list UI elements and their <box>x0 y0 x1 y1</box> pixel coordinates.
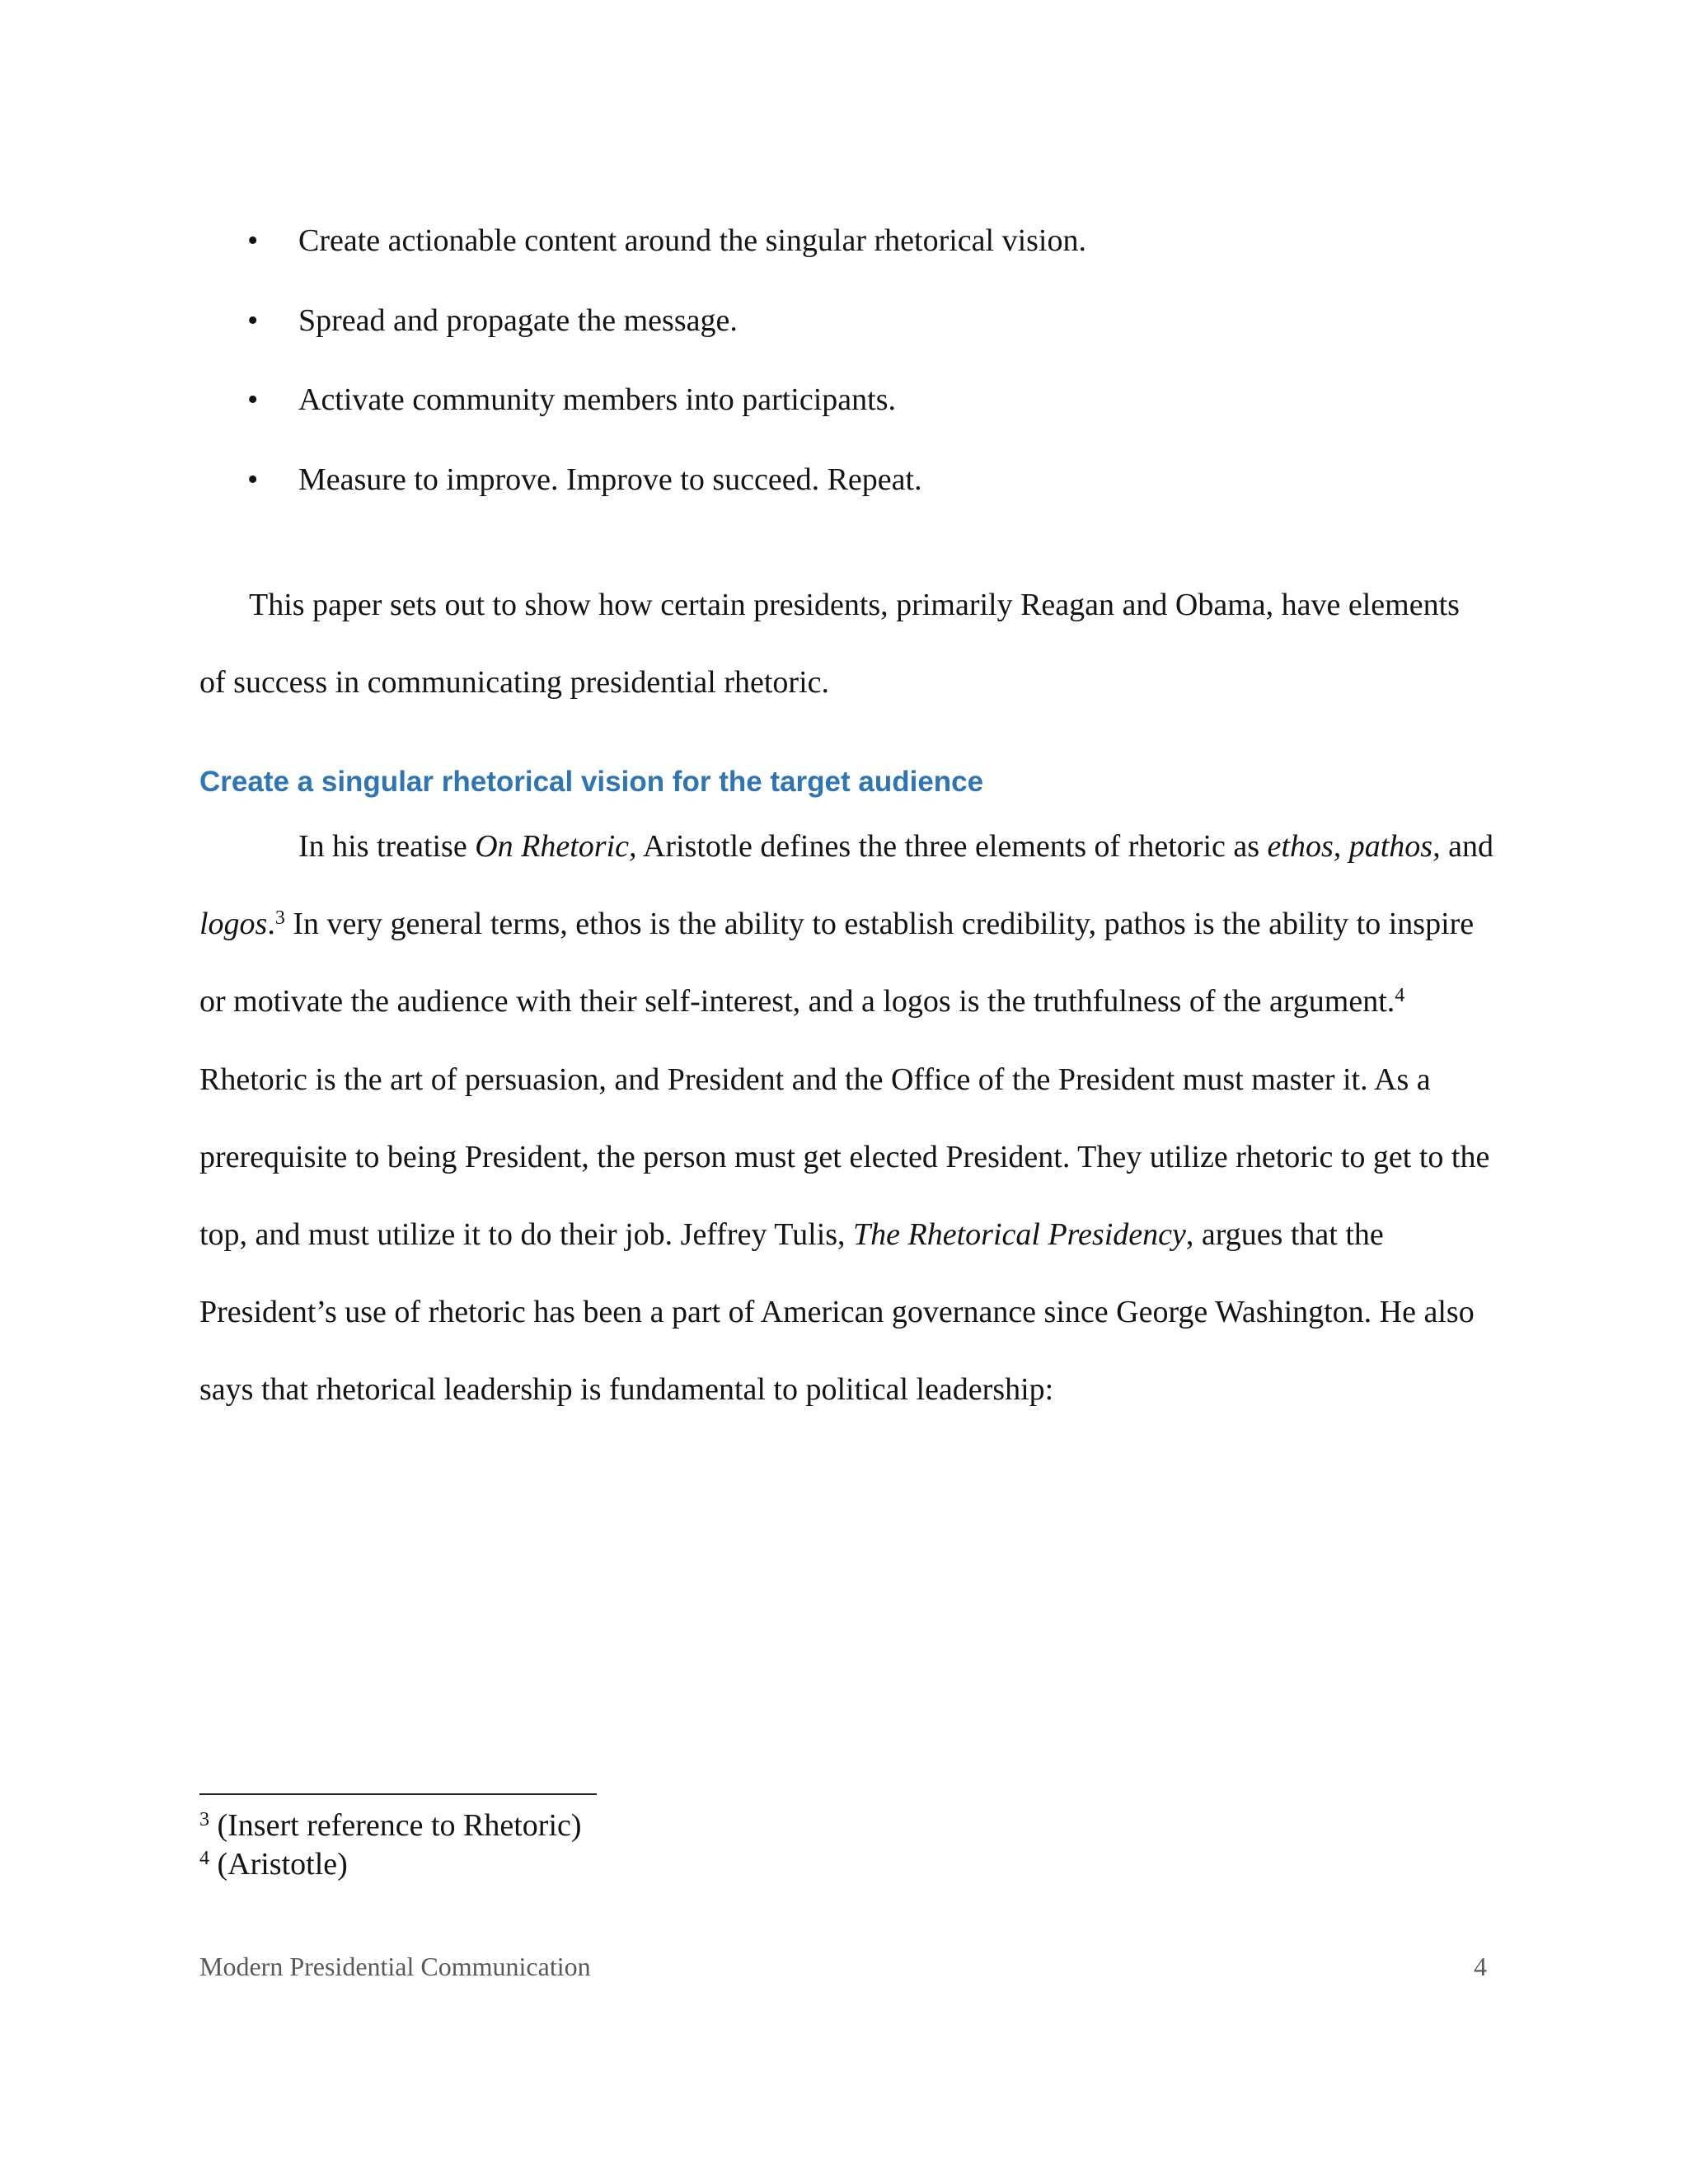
footnote-item <box>199 1845 1493 1884</box>
bullet-icon: • <box>247 462 259 497</box>
footnote-text: (Aristotle) <box>209 1847 348 1882</box>
bullet-icon: • <box>247 382 259 417</box>
bullet-item <box>0 296 1688 376</box>
body-text: In very general terms, ethos is the ability to establish credibility, pathos is the ability to inspire or motivate the audience with their self-interest, and a logos is the truthfulness of the argument. <box>199 907 1475 1019</box>
footnotes <box>199 1807 1493 1884</box>
bullet-icon: • <box>247 302 259 338</box>
footer-title: Modern Presidential Communication <box>199 1952 591 1981</box>
bullet-list <box>0 216 1688 534</box>
page-number: 4 <box>1474 1952 1487 1981</box>
term-pathos: pathos, <box>1348 829 1441 864</box>
book-title-on-rhetoric: On Rhetoric, <box>475 829 637 864</box>
bullet-text: Measure to improve. Improve to succeed. Repeat. <box>298 462 922 497</box>
bullet-icon: • <box>247 223 259 258</box>
footnote-item <box>199 1807 1493 1845</box>
bullet-text: Spread and propagate the message. <box>298 302 738 338</box>
term-ethos: ethos, <box>1267 829 1342 864</box>
intro-paragraph: This paper sets out to show how certain presidents, primarily Reagan and Obama, have elements of success in communicating presidential rhetoric. <box>199 588 1460 700</box>
bullet-text: Activate community members into participants. <box>298 382 896 417</box>
body-text: In his treatise <box>298 829 476 864</box>
term-logos: logos <box>199 907 268 942</box>
body-text: Rhetoric is the art of persuasion, and President and the Office of the President must master it. As a prerequisite to being President, the person must get elected President. They utilize rhetoric to get to the top, and must utilize it to do their job. Jeffrey Tulis, <box>199 1062 1490 1253</box>
body-text: , argues that the President’s use of rhetoric has been a part of American governance since George Washington. He also says that rhetorical leadership is fundamental to political leadership: <box>199 1217 1475 1408</box>
section-heading: Create a singular rhetorical vision for the target audience <box>199 766 984 798</box>
body-text: . <box>267 907 275 942</box>
footnote-number: 3 <box>199 1809 209 1830</box>
bullet-item <box>0 375 1688 455</box>
footnote-ref-3[interactable]: 3 <box>274 907 285 930</box>
footnote-number: 4 <box>199 1848 209 1869</box>
bullet-text: Create actionable content around the singular rhetorical vision. <box>298 223 1086 258</box>
body-paragraph <box>199 808 1493 1429</box>
body-text: Aristotle defines the three elements of rhetoric as <box>636 829 1268 864</box>
body-text: and <box>1440 829 1493 864</box>
footnote-separator <box>199 1793 597 1795</box>
bullet-item <box>0 216 1688 296</box>
footnote-ref-4[interactable]: 4 <box>1395 985 1405 1007</box>
bullet-item <box>0 455 1688 535</box>
book-title-rhetorical-presidency: The Rhetorical Presidency <box>853 1217 1186 1253</box>
footnote-text: (Insert reference to Rhetoric) <box>209 1808 582 1843</box>
